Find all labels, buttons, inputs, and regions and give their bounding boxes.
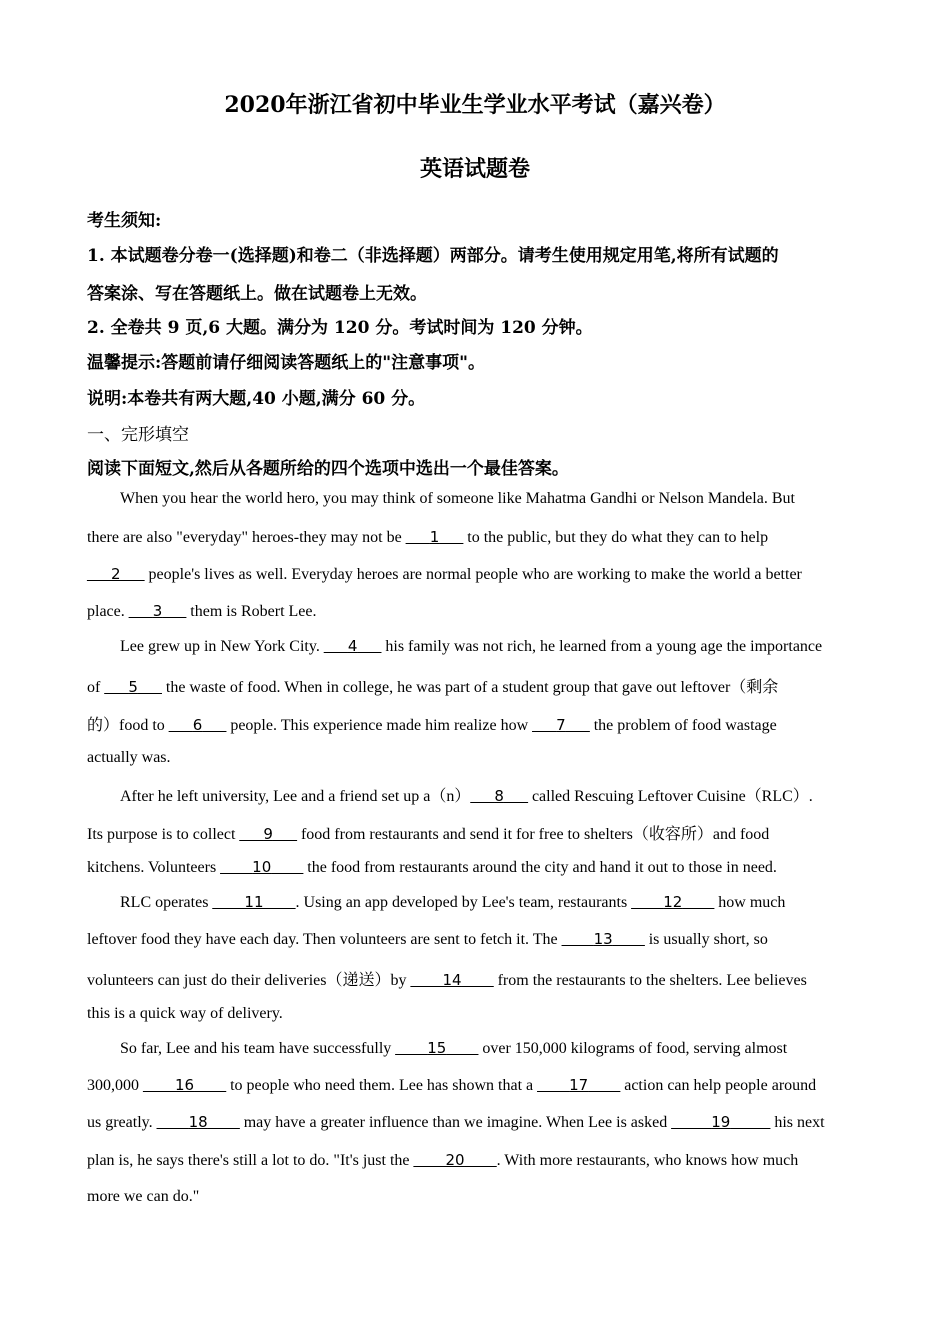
blank-1[interactable]: ___1___ (405, 528, 464, 546)
passage-line: After he left university, Lee and a friend set up a（n）___8___ called Rescuing Leftover Cuisine（RLC）. (120, 787, 813, 805)
blank-14[interactable]: ____14____ (410, 971, 494, 989)
blank-15[interactable]: ____15____ (395, 1039, 479, 1057)
blank-2[interactable]: ___2___ (87, 565, 145, 583)
passage-line: 300,000 ____16____ to people who need them. Lee has shown that a ____17____ action can help people around (87, 1076, 817, 1094)
passage-line: RLC operates ____11____. Using an app developed by Lee's team, restaurants ____12____ how much (120, 893, 786, 911)
passage-line: leftover food they have each day. Then volunteers are sent to fetch it. The ____13____ is usually short, so (87, 930, 768, 948)
instructions-heading: 考生须知: (87, 211, 162, 231)
blank-19[interactable]: _____19_____ (671, 1113, 771, 1131)
passage-line: us greatly. ____18____ may have a greater influence than we imagine. When Lee is asked _____19_____ his next (87, 1113, 825, 1131)
blank-11[interactable]: ____11____ (212, 893, 296, 911)
blank-20[interactable]: ____20____ (413, 1151, 497, 1169)
passage-line: there are also "everyday" heroes-they may not be ___1___ to the public, but they do what they can to help (87, 528, 769, 546)
section-title: 一、完形填空 (87, 425, 189, 445)
blank-18[interactable]: ____18____ (156, 1113, 240, 1131)
exam-title: 2020年浙江省初中毕业生学业水平考试（嘉兴卷） (224, 92, 726, 118)
passage-line: Lee grew up in New York City. ___4___ his family was not rich, he learned from a young age the importance (120, 637, 823, 655)
blank-7[interactable]: ___7___ (532, 716, 590, 734)
instruction-tip: 温馨提示:答题前请仔细阅读答题纸上的"注意事项"。 (87, 353, 485, 373)
passage-line: more we can do." (87, 1188, 200, 1205)
blank-3[interactable]: ___3___ (128, 602, 187, 620)
passage-line: of ___5___ the waste of food. When in college, he was part of a student group that gave out leftover（剩余 (87, 678, 779, 696)
passage-line: actually was. (87, 749, 171, 766)
passage-line: place. ___3___ them is Robert Lee. (87, 602, 317, 620)
instruction-item-1-line-1: 1. 本试题卷分卷一(选择题)和卷二（非选择题）两部分。请考生使用规定用笔,将所有试题的 (87, 246, 779, 266)
blank-9[interactable]: ___9___ (239, 825, 297, 843)
blank-16[interactable]: ____16____ (143, 1076, 227, 1094)
blank-8[interactable]: ___8___ (470, 787, 528, 805)
passage-line: this is a quick way of delivery. (87, 1005, 283, 1022)
blank-5[interactable]: ___5___ (104, 678, 162, 696)
passage-line: volunteers can just do their deliveries（递送）by ____14____ from the restaurants to the shelters. Lee believes (87, 971, 807, 989)
blank-10[interactable]: ____10____ (220, 858, 304, 876)
blank-12[interactable]: ____12____ (631, 893, 715, 911)
passage-line: plan is, he says there's still a lot to do. "It's just the ____20____. With more restaurants, who knows how much (87, 1151, 799, 1169)
passage-line: When you hear the world hero, you may think of someone like Mahatma Gandhi or Nelson Mandela. But (120, 490, 795, 507)
blank-6[interactable]: ___6___ (168, 716, 227, 734)
blank-13[interactable]: ____13____ (561, 930, 645, 948)
passage-line: 的）food to ___6___ people. This experience made him realize how ___7___ the problem of food wastage (87, 716, 777, 734)
passage-line: Its purpose is to collect ___9___ food from restaurants and send it for free to shelters（收容所）and food (87, 825, 770, 843)
blank-17[interactable]: ____17____ (537, 1076, 621, 1094)
passage-line: kitchens. Volunteers ____10____ the food from restaurants around the city and hand it out to those in need. (87, 858, 777, 876)
instruction-note: 说明:本卷共有两大题,40 小题,满分 60 分。 (87, 389, 426, 409)
passage-line: ___2___ people's lives as well. Everyday heroes are normal people who are working to make the world a better (87, 565, 802, 583)
instruction-item-2: 2. 全卷共 9 页,6 大题。满分为 120 分。考试时间为 120 分钟。 (87, 318, 593, 338)
passage-line: So far, Lee and his team have successfully ____15____ over 150,000 kilograms of food, serving almost (120, 1039, 788, 1057)
section-directions: 阅读下面短文,然后从各题所给的四个选项中选出一个最佳答案。 (87, 459, 569, 479)
blank-4[interactable]: ___4___ (323, 637, 382, 655)
exam-subtitle: 英语试题卷 (419, 156, 530, 182)
instruction-item-1-line-2: 答案涂、写在答题纸上。做在试题卷上无效。 (87, 284, 427, 304)
